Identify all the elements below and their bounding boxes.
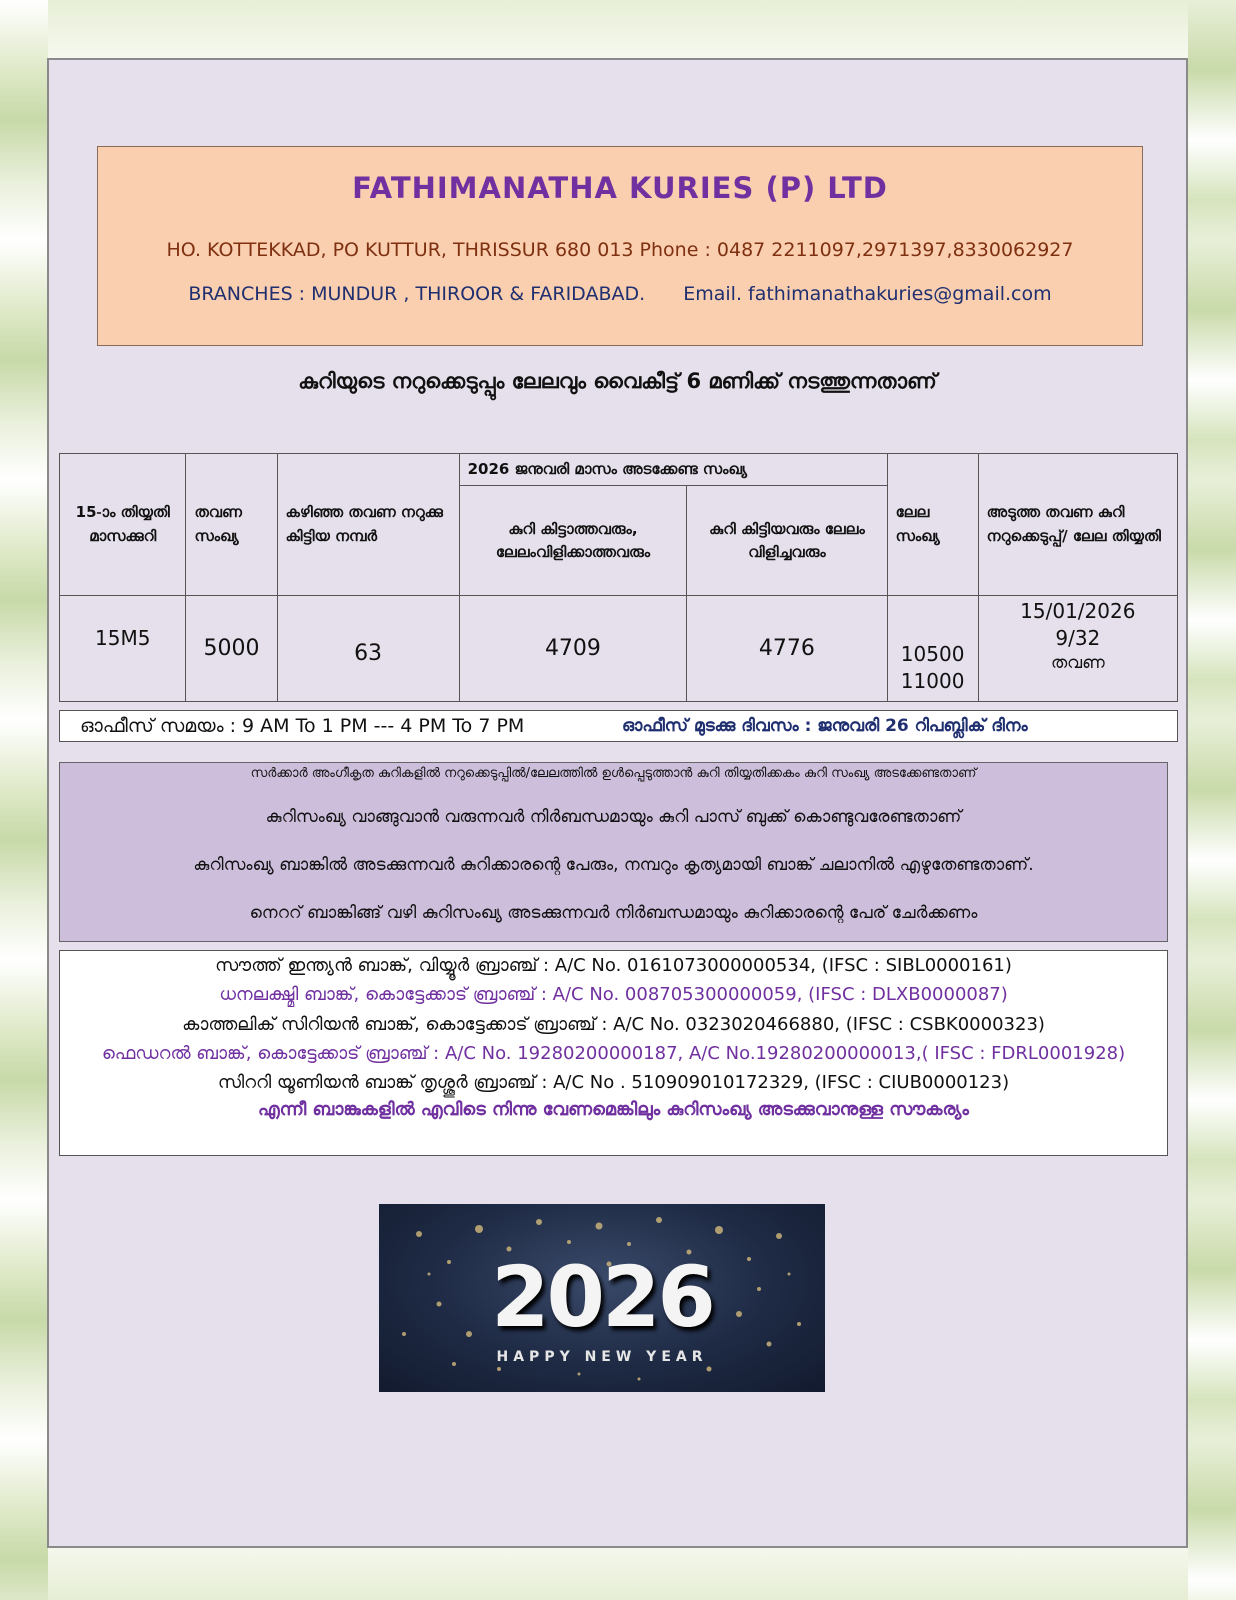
draw-time-notice: കുറിയുടെ നറുക്കെടുപ്പും ലേലവും വൈകീട്ട് 6 മണിക്ക് നടത്തുന്നതാണ് (298, 369, 937, 393)
header-kuri: 15-ാം തിയ്യതി മാസക്കുറി (60, 454, 186, 596)
bank-line: സിററി യൂണിയൻ ബാങ്ക് തൃശ്ശൂർ ബ്രാഞ്ച് : A/C No . 510909010172329, (IFSC : CIUB0000123) (217, 1072, 1010, 1093)
decorative-right-stripe (1188, 0, 1236, 1600)
next-date: 15/01/2026 (1020, 599, 1136, 624)
cell-received: 4776 (687, 596, 887, 702)
bank-line: കാത്തലിക് സിറിയൻ ബാങ്ക്, കൊട്ടേക്കാട് ബ്രാഞ്ച് : A/C No. 0323020466880, (IFSC : CSBK0000323) (182, 1014, 1045, 1035)
cell-last-number: 63 (277, 596, 459, 702)
header-auction-amount: ലേല സംഖ്യ (887, 454, 978, 596)
auction-amount-2: 11000 (900, 669, 965, 694)
office-hours: ഓഫീസ് സമയം : 9 AM To 1 PM --- 4 PM To 7 PM (80, 715, 525, 737)
cell-not-received: 4709 (459, 596, 687, 702)
cell-auction-amounts (887, 596, 978, 702)
rule-line: കുറിസംഖ്യ ബാങ്കിൽ അടക്കുന്നവർ കുറിക്കാരന്റെ പേരും, നമ്പറും കൃത്യമായി ബാങ്ക് ചലാനിൽ എഴുതേണ്ടതാണ്. (193, 855, 1034, 875)
bank-line: ധനലക്ഷ്മി ബാങ്ക്, കൊട്ടേക്കാട് ബ്രാഞ്ച് : A/C No. 008705300000059, (IFSC : DLXB0000087) (219, 984, 1008, 1005)
header-installment: തവണ സംഖ്യ (186, 454, 277, 596)
company-address: HO. KOTTEKKAD, PO KUTTUR, THRISSUR 680 013 Phone : 0487 2211097,2971397,8330062927 (166, 239, 1074, 261)
bank-line: ഫെഡറൽ ബാങ്ക്, കൊട്ടേക്കാട് ബ്രാഞ്ച് : A/C No. 19280200000187, A/C No.19280200000013,( IFSC : FDRL0001928) (101, 1043, 1126, 1064)
cell-kuri: 15M5 (60, 596, 186, 702)
bank-line: സൗത്ത് ഇന്ത്യൻ ബാങ്ക്, വിയ്യൂർ ബ്രാഞ്ച് : A/C No. 0161073000000534, (IFSC : SIBL0000161) (215, 955, 1012, 976)
next-count: 9/32 (1055, 626, 1101, 651)
company-header (97, 146, 1143, 346)
office-hours-bar (59, 710, 1178, 742)
table-header-row (60, 454, 1178, 486)
table-row (60, 596, 1178, 702)
decorative-left-stripe (0, 0, 48, 1600)
kuri-table (59, 453, 1178, 702)
cell-next-date (978, 596, 1177, 702)
header-payable-group: 2026 ജനുവരി മാസം അടക്കേണ്ട സംഖ്യ (459, 454, 887, 486)
branches-text: BRANCHES : MUNDUR , THIROOR & FARIDABAD. (188, 283, 646, 305)
rule-line: കുറിസംഖ്യ വാങ്ങുവാൻ വരുന്നവർ നിർബന്ധമായും കുറി പാസ് ബുക്ക് കൊണ്ടുവരേണ്ടതാണ് (265, 807, 962, 827)
greeting-text: HAPPY NEW YEAR (496, 1349, 708, 1365)
cell-installment: 5000 (186, 596, 277, 702)
auction-amount-1: 10500 (900, 642, 965, 667)
bank-accounts-box (59, 950, 1168, 1156)
next-label: തവണ (1050, 653, 1105, 674)
rule-line: നെററ് ബാങ്കിങ്ങ് വഴി കുറിസംഖ്യ അടക്കുന്നവർ നിർബന്ധമായും കുറിക്കാരന്റെ പേര് ചേർക്കണം (249, 903, 978, 923)
year-text: 2026 (491, 1248, 713, 1346)
header-last-number: കഴിഞ്ഞ തവണ നറുക്കു കിട്ടിയ നമ്പർ (277, 454, 459, 596)
email-text: Email. fathimanathakuries@gmail.com (683, 283, 1052, 305)
header-not-received: കുറി കിട്ടാത്തവരും, ലേലംവിളിക്കാത്തവരും (459, 486, 687, 596)
office-holiday: ഓഫീസ് മുടക്കു ദിവസം : ജനുവരി 26 റിപബ്ലിക് ദിനം (622, 716, 1028, 736)
rule-line: സർക്കാർ അംഗീകൃത കുറികളിൽ നറുക്കെടുപ്പിൽ/ലേലത്തിൽ ഉൾപ്പെടുത്താൻ കുറി തിയ്യതിക്കകം കുറി സംഖ്യ അടക്കേണ്ടതാണ് (250, 766, 977, 781)
company-name: FATHIMANATHA KURIES (P) LTD (352, 171, 888, 205)
header-received: കുറി കിട്ടിയവരും ലേലം വിളിച്ചവരും (687, 486, 887, 596)
bank-facility-note: എന്നീ ബാങ്കുകളിൽ എവിടെ നിന്നു വേണമെങ്കിലും കുറിസംഖ്യ അടക്കുവാനുള്ള സൗകര്യം (258, 1099, 969, 1120)
notice-frame (47, 58, 1188, 1548)
branches-line (98, 283, 1142, 305)
rules-box (59, 762, 1168, 942)
new-year-image (379, 1204, 825, 1392)
header-next-date: അടുത്ത തവണ കുറി നറുക്കെടുപ്പ്/ ലേല തിയ്യതി (978, 454, 1177, 596)
